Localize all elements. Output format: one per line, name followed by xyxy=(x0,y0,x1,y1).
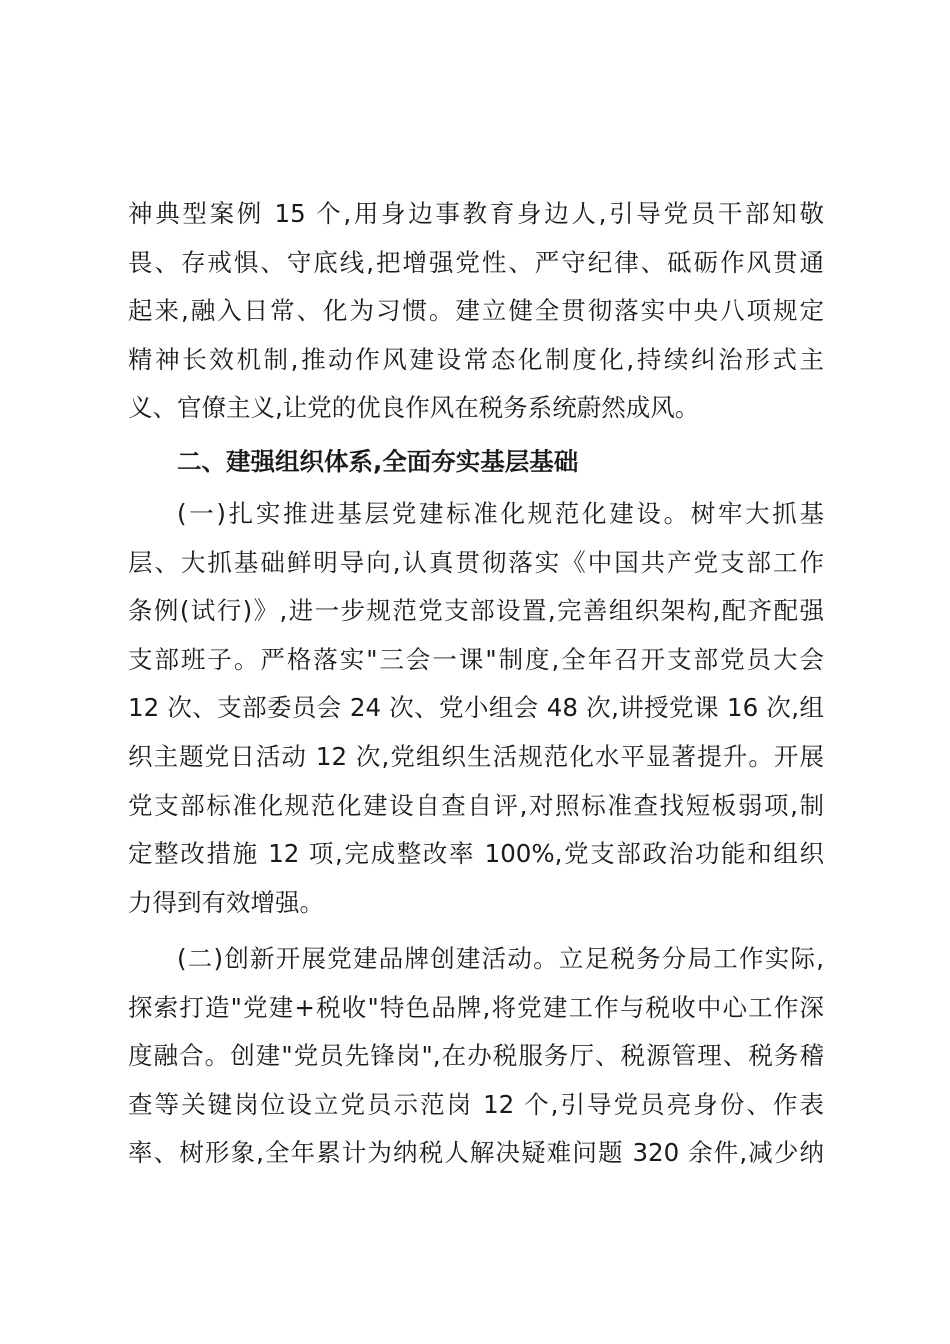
text-line: 神典型案例 15 个,用身边事教育身边人,引导党员干部知敬 xyxy=(128,199,824,228)
text-line: 织主题党日活动 12 次,党组织生活规范化水平显著提升。开展 xyxy=(128,741,824,771)
section-heading: 二、建强组织体系,全面夯实基层基础 xyxy=(177,447,579,476)
text-line: (一)扎实推进基层党建标准化规范化建设。树牢大抓基 xyxy=(177,499,824,528)
text-line: 党支部标准化规范化建设自查自评,对照标准查找短板弱项,制 xyxy=(128,790,824,820)
text-line: 支部班子。严格落实"三会一课"制度,全年召开支部党员大会 xyxy=(128,644,824,674)
text-line: 探索打造"党建+税收"特色品牌,将党建工作与税收中心工作深 xyxy=(128,992,824,1022)
paragraph-1 xyxy=(128,190,824,433)
text-line: 12 次、支部委员会 24 次、党小组会 48 次,讲授党课 16 次,组 xyxy=(128,693,824,723)
section-heading-block xyxy=(128,438,824,487)
text-line: 义、官僚主义,让党的优良作风在税务系统蔚然成风。 xyxy=(128,393,700,423)
text-line: 度融合。创建"党员先锋岗",在办税服务厅、税源管理、税务稽 xyxy=(128,1041,824,1071)
text-line: 力得到有效增强。 xyxy=(128,887,324,917)
text-line: 层、大抓基础鲜明导向,认真贯彻落实《中国共产党支部工作 xyxy=(128,547,824,577)
text-line: 率、树形象,全年累计为纳税人解决疑难问题 320 余件,减少纳 xyxy=(128,1138,824,1168)
text-line: 查等关键岗位设立党员示范岗 12 个,引导党员亮身份、作表 xyxy=(128,1089,824,1119)
text-line: (二)创新开展党建品牌创建活动。立足税务分局工作实际, xyxy=(177,944,824,973)
paragraph-3 xyxy=(128,935,824,1178)
text-line: 定整改措施 12 项,完成整改率 100%,党支部政治功能和组织 xyxy=(128,839,824,869)
paragraph-2 xyxy=(128,490,824,927)
text-line: 条例(试行)》,进一步规范党支部设置,完善组织架构,配齐配强 xyxy=(128,596,824,626)
text-line: 起来,融入日常、化为习惯。建立健全贯彻落实中央八项规定 xyxy=(128,296,824,326)
text-line: 畏、存戒惧、守底线,把增强党性、严守纪律、砥砺作风贯通 xyxy=(128,247,824,277)
text-line: 精神长效机制,推动作风建设常态化制度化,持续纠治形式主 xyxy=(128,344,824,374)
